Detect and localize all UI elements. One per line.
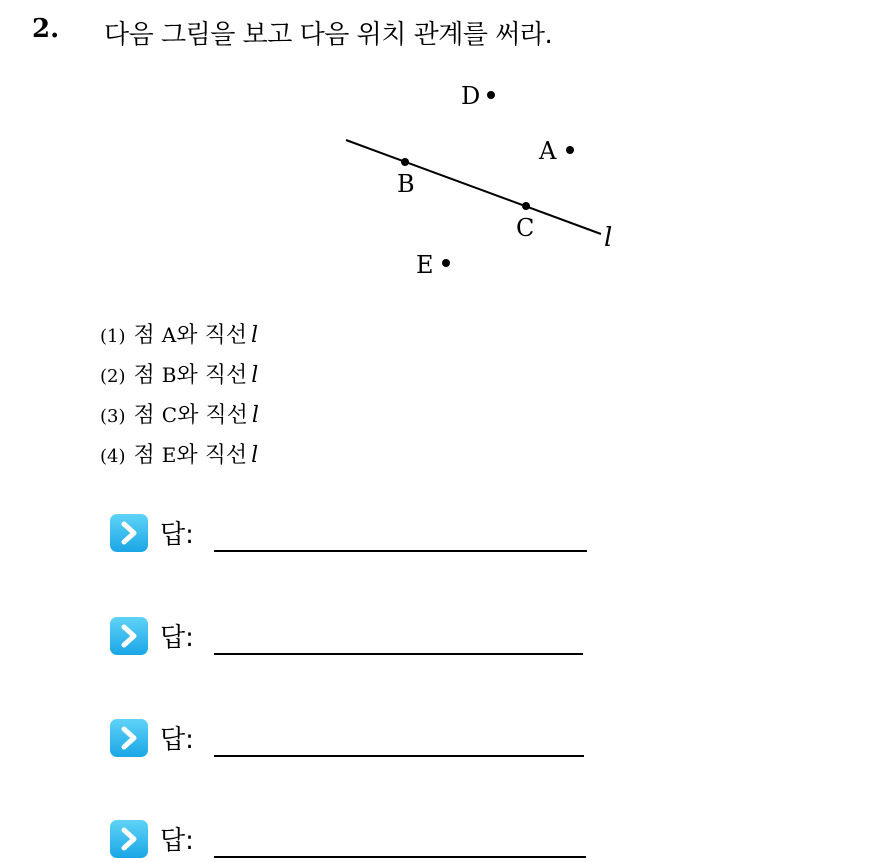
answer-blank-3[interactable] (214, 755, 584, 757)
sub-question-3: (3) 점 C 와 직선 l (100, 403, 259, 428)
chevron-right-icon (110, 820, 148, 858)
answer-label: 답: (160, 826, 194, 856)
point-b-label: B (397, 170, 415, 198)
sub-question-list (100, 316, 259, 476)
sub-question-4: (4) 점 E 와 직선 l (100, 443, 259, 468)
point-a-dot (566, 146, 574, 154)
chevron-right-icon (110, 617, 148, 655)
answer-blank-1[interactable] (214, 550, 587, 552)
sub-question-1: (1) 점 A 와 직선 l (100, 323, 259, 348)
chevron-right-icon (110, 514, 148, 552)
answer-blank-4[interactable] (214, 856, 586, 858)
sub-question-2: (2) 점 B 와 직선 l (100, 363, 259, 388)
question-text: 다음 그림을 보고 다음 위치 관계를 써라. (104, 20, 553, 50)
point-c-dot (522, 202, 530, 210)
point-a-label: A (539, 137, 557, 165)
answer-row-2 (110, 615, 630, 659)
answer-label: 답: (160, 520, 194, 550)
answer-label: 답: (160, 725, 194, 755)
question-number: 2. (32, 14, 60, 44)
answer-label: 답: (160, 623, 194, 653)
point-e-label: E (416, 251, 434, 279)
answer-row-4 (110, 818, 630, 862)
point-c-label: C (516, 214, 535, 242)
answer-row-1 (110, 512, 630, 556)
point-e-dot (442, 259, 450, 267)
point-d-label: D (461, 82, 481, 110)
point-d-dot (487, 91, 495, 99)
answer-blank-2[interactable] (214, 653, 583, 655)
point-b-dot (401, 158, 409, 166)
answer-row-3 (110, 717, 630, 761)
chevron-right-icon (110, 719, 148, 757)
geometry-figure (0, 0, 884, 300)
line-l (346, 140, 601, 234)
line-l-label: l (604, 223, 613, 253)
